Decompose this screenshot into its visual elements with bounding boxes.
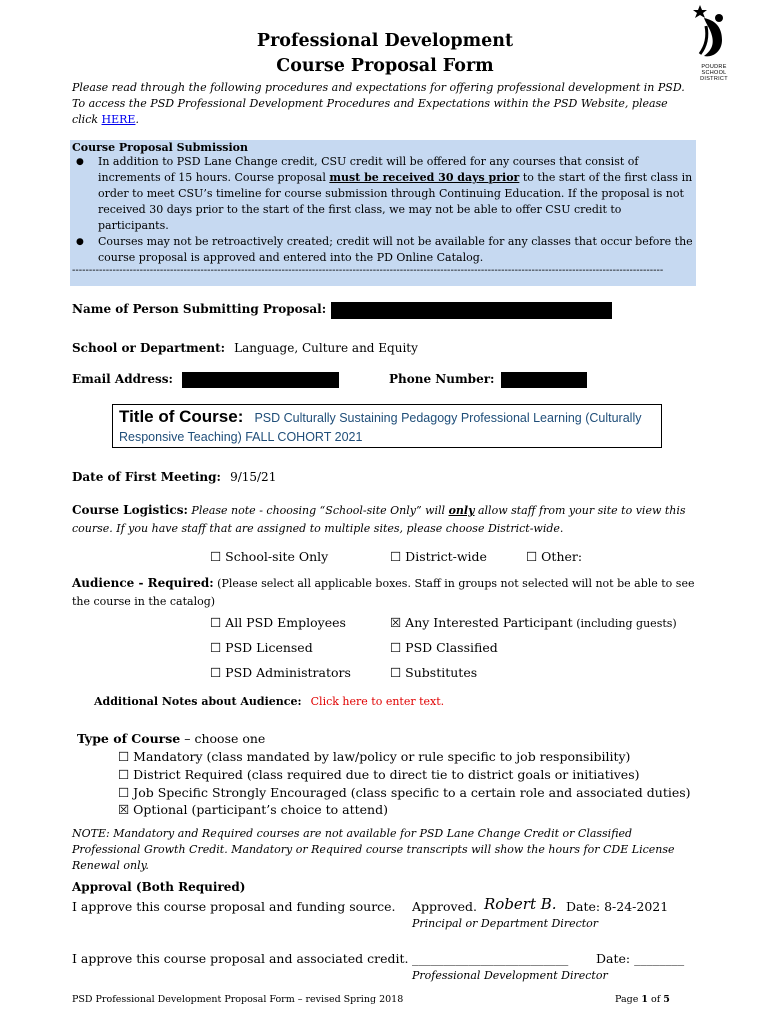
audience-all-employees[interactable]: ☐ All PSD Employees (210, 615, 346, 630)
school-value[interactable]: Language, Culture and Equity (234, 341, 418, 355)
submission-bullet-1: ● In addition to PSD Lane Change credit, CSU credit will be offered for any courses that consist of increments of 15 hours. Course proposal must be received 30 days prior to the start of the first class in order to meet CSU’s timeline for course submission through Continuing Education. If the proposal is not received 30 days prior to the start of the first class, we may not be able to offer CSU credit to participants. (72, 154, 694, 234)
phone-label: Phone Number: (389, 372, 495, 386)
logistics-text: Course Logistics: Please note - choosing “School-site Only” will only allow staff from your site to view this course. If you have staff that are assigned to multiple sites, please choose District-wide. (72, 503, 686, 535)
school-label: School or Department: (72, 341, 226, 355)
course-title-value[interactable]: PSD Culturally Sustaining Pedagogy Professional Learning (Culturally Responsive Teaching) FALL COHORT 2021 (119, 411, 642, 444)
signature: Robert B. (484, 895, 557, 913)
date-value[interactable]: 9/15/21 (230, 470, 277, 484)
dash-separator: ------------------------------------------------------------------------------------------------------------------------------------------------------------------------------- (72, 266, 664, 276)
submission-bullet-2: ● Courses may not be retroactively created; credit will not be available for any classes that occur before the course proposal is approved and entered into the PD Online Catalog. (72, 234, 694, 266)
type-mandatory[interactable]: ☐ Mandatory (class mandated by law/policy or rule specific to job responsibility) (118, 749, 631, 764)
course-title-box (112, 404, 662, 448)
course-title-label: Title of Course: (119, 407, 244, 426)
approved-label: Approved. (412, 899, 477, 914)
type-job-specific[interactable]: ☐ Job Specific Strongly Encouraged (class specific to a certain role and associated duties) (118, 785, 691, 800)
form-title-line2: Course Proposal Form (276, 56, 494, 76)
type-heading: Type of Course – choose one (77, 731, 266, 746)
name-label: Name of Person Submitting Proposal: (72, 302, 327, 316)
audience-notes-field[interactable]: Click here to enter text. (310, 695, 445, 708)
audience-psd-administrators[interactable]: ☐ PSD Administrators (210, 665, 351, 680)
here-link[interactable]: HERE (101, 113, 136, 126)
audience-substitutes[interactable]: ☐ Substitutes (390, 665, 478, 680)
type-optional[interactable]: ☒ Optional (participant’s choice to attend) (118, 802, 388, 817)
audience-any-interested[interactable]: ☒ Any Interested Participant (including guests) (390, 615, 677, 630)
audience-psd-classified[interactable]: ☐ PSD Classified (390, 640, 498, 655)
logo-text: POUDRE SCHOOL DISTRICT (700, 64, 728, 82)
audience-notes-label: Additional Notes about Audience: (94, 695, 302, 708)
approval-line-1: I approve this course proposal and funding source. (72, 899, 396, 914)
option-school-site-only[interactable]: ☐ School-site Only (210, 549, 329, 564)
approval-role-1: Principal or Department Director (412, 917, 599, 930)
date-label: Date of First Meeting: (72, 470, 221, 484)
audience-text: Audience - Required: (Please select all applicable boxes. Staff in groups not selected will not be able to see the course in the catalog) (72, 576, 695, 608)
footer-page: Page 1 of 5 (615, 994, 670, 1005)
note-text: NOTE: Mandatory and Required courses are not available for PSD Lane Change Credit or Classified Professional Growth Credit. Mandatory or Required course transcripts will show the hours for CDE License Renewal only. (72, 827, 675, 872)
option-other[interactable]: ☐ Other: (526, 549, 583, 564)
approval-title: Approval (Both Required) (72, 880, 246, 894)
email-label: Email Address: (72, 372, 173, 386)
footer-left: PSD Professional Development Proposal Form – revised Spring 2018 (72, 994, 404, 1005)
email-redaction (182, 372, 339, 388)
submission-title: Course Proposal Submission (72, 141, 249, 154)
option-district-wide[interactable]: ☐ District-wide (390, 549, 487, 564)
submission-box (70, 140, 696, 286)
type-district-required[interactable]: ☐ District Required (class required due to direct tie to district goals or initiatives) (118, 767, 640, 782)
name-redaction (331, 302, 612, 319)
approval-date-1[interactable]: Date: 8-24-2021 (566, 899, 669, 914)
approval-signature-blank-2[interactable]: _________________________ (412, 951, 569, 966)
approval-line-2: I approve this course proposal and associated credit. (72, 951, 409, 966)
approval-date-2[interactable]: Date: ________ (596, 951, 685, 966)
audience-psd-licensed[interactable]: ☐ PSD Licensed (210, 640, 313, 655)
intro-text: Please read through the following procedures and expectations for offering professional development in PSD. To access the PSD Professional Development Procedures and Expectations within the PSD Website, please click HERE. (72, 81, 685, 126)
phone-redaction (501, 372, 587, 388)
approval-role-2: Professional Development Director (412, 969, 608, 982)
form-title-line1: Professional Development (256, 31, 514, 51)
